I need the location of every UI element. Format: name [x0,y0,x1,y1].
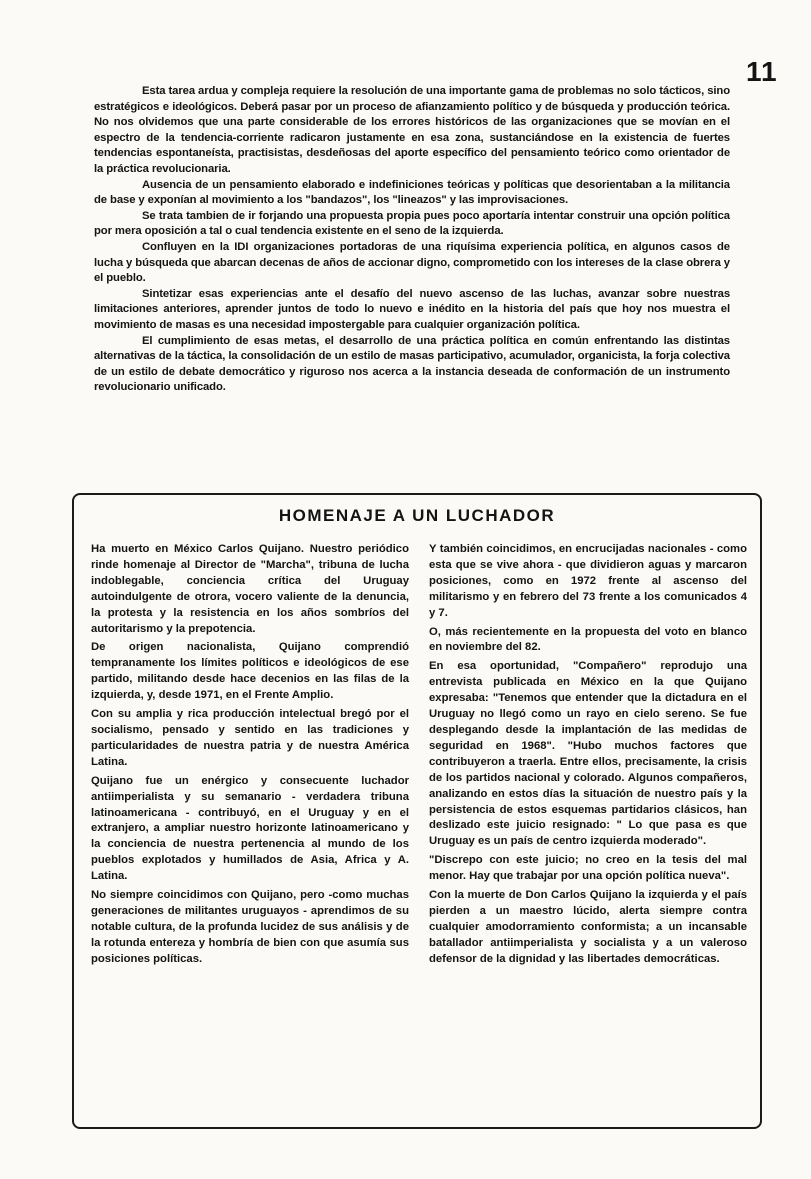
homenaje-title: HOMENAJE A UN LUCHADOR [278,506,556,525]
intro-text [94,84,730,396]
intro-paragraph: Confluyen en la IDI organizaciones portadoras de una riquísima experiencia política, en algunos casos de lucha y búsqueda que abarcan decenas de años de accionar digno, comprometido con los intereses de la clase obrera y el pueblo. [94,240,730,285]
homenaje-paragraph: Quijano fue un enérgico y consecuente luchador antiimperialista y su semanario - verdadera tribuna latinoamericana - contribuyó, en el Uruguay y en el extranjero, a ampliar nuestro horizonte latinoamericano y la conciencia de nuestra pertenencia al mundo de los pueblos explotados y humillados de Asia, Africa y A. Latina. [91,774,409,883]
homenaje-paragraph: De origen nacionalista, Quijano comprendió tempranamente los límites políticos e ideológicos de ese partido, militando desde hace decenios en las filas de la izquierda, y, desde 1971, en el Frente Amplio. [91,641,409,702]
homenaje-paragraph: Con la muerte de Don Carlos Quijano la izquierda y el país pierden a un maestro lúcido, alerta siempre contra cualquier amodorramiento conformista; a un incansable batallador antiimperialista y socialista y a un valeroso defensor de la dignidad y las libertades democráticas. [429,889,747,965]
homenaje-paragraph: Ha muerto en México Carlos Quijano. Nuestro periódico rinde homenaje al Director de "Marcha", tribuna de lucha indoblegable, conciencia crítica del Uruguay autoindulgente de otrora, vocero valiente de la denuncia, la protesta y la resistencia en los años sombríos del autoritarismo y la prepotencia. [91,543,409,635]
homenaje-right-column [429,542,747,971]
intro-paragraph: El cumplimiento de esas metas, el desarrollo de una práctica política en común enfrentando las distintas alternativas de la táctica, la consolidación de un estilo de masas participativo, acumulador, organicista, la forja colectiva de un estilo de debate democrático y riguroso nos acerca a la instancia deseada de conformación de un instrumento revolucionario unificado. [94,334,730,394]
homenaje-left-column [91,542,409,971]
page-number: 11 [746,56,778,87]
intro-paragraph: Sintetizar esas experiencias ante el desafío del nuevo ascenso de las luchas, avanzar sobre nuestras limitaciones anteriores, aprender juntos de todo lo nuevo e inédito en la historia del país que hoy nos muestra el movimiento de masas es una necesidad impostergable para cualquier organización política. [94,287,730,331]
homenaje-paragraph: No siempre coincidimos con Quijano, pero -como muchas generaciones de militantes uruguayos - aprendimos de su notable cultura, de la profunda lucidez de sus análisis y de la rotunda entereza y hombría de bien con que asumía sus posiciones políticas. [91,889,409,965]
homenaje-paragraph: O, más recientemente en la propuesta del voto en blanco en noviembre del 82. [429,625,747,654]
intro-paragraph: Ausencia de un pensamiento elaborado e indefiniciones teóricas y políticas que desorientaban a la militancia de base y exponían al movimiento a los "bandazos", los "lineazos" y las improvisaciones. [94,178,730,207]
homenaje-paragraph: Con su amplia y rica producción intelectual bregó por el socialismo, pensado y sentido en las tradiciones y particularidades de nuestra patria y de nuestra América Latina. [91,708,409,768]
homenaje-paragraph: Y también coincidimos, en encrucijadas nacionales - como esta que se vive ahora - que dividieron aguas y marcaron posiciones, como en 1972 frente al ascenso del militarismo y en febrero del 73 frente a los comunicados 4 y 7. [429,543,747,619]
homenaje-box [72,493,762,1129]
homenaje-paragraph: "Discrepo con este juicio; no creo en la tesis del mal menor. Hay que trabajar por una opción política nueva". [429,854,747,883]
homenaje-paragraph: En esa oportunidad, "Compañero" reprodujo una entrevista publicada en México en la que Quijano expresaba: "Tenemos que entender que la dictadura en el Uruguay no llegó como un rayo en cielo sereno. Se fue desplegando desde la implantación de las medidas de seguridad en 1968". "Hubo muchos factores que contribuyeron a traerla. Entre ellos, precisamente, la crisis de los partidos nacional y colorado. Algunos compañeros, analizando en estos días la situación de nuestro país y la persistencia de estos esquemas partidarios clásicos, han deslizado este juicio resignado: " Lo que pasa es que Uruguay es un país de centro izquierda moderado". [429,660,747,848]
intro-paragraph: Esta tarea ardua y compleja requiere la resolución de una importante gama de problemas no solo tácticos, sino estratégicos e ideológicos. Deberá pasar por un proceso de afianzamiento político y de búsqueda y producción teórica. No nos olvidemos que una parte considerable de los errores históricos de las organizaciones que se movían en el espectro de la tendencia-corriente radicaron justamente en esa zona, sustanciándose en la existencia de fuertes tendencias espontaneísta, practisistas, desdeñosas del aporte específico del pensamiento teórico como orientador de la práctica revolucionaria. [94,85,731,175]
intro-paragraph: Se trata tambien de ir forjando una propuesta propia pues poco aportaría intentar construir una opción política por mera oposición a tal o cual tendencia existente en el seno de la izquierda. [94,209,730,238]
